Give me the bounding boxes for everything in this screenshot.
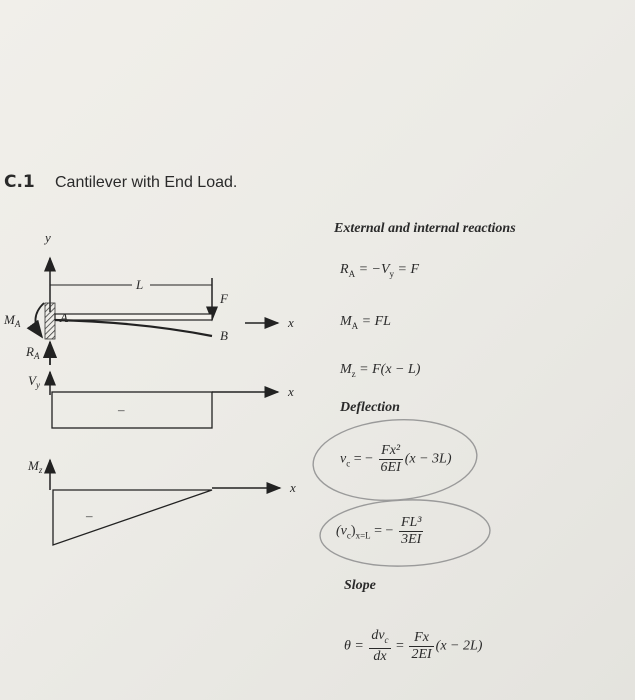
x-axis-label-2: x xyxy=(288,384,294,399)
beam xyxy=(55,314,212,320)
equation-max-deflection: $(v_c)_{x=L}$ = − $\frac{\text{FL³}}{3EI}$ xyxy=(336,515,422,547)
section-number: C.1 xyxy=(4,172,35,192)
fixed-support xyxy=(45,303,55,339)
shear-diagram xyxy=(52,392,212,428)
reactions-heading: External and internal reactions xyxy=(334,221,516,236)
x-axis-label-3: x xyxy=(290,480,296,495)
point-a-label: A xyxy=(60,310,68,325)
equation-ra: $R_A = -V_y = F$ xyxy=(340,262,420,279)
section-title: Cantilever with End Load. xyxy=(55,174,238,191)
deflection-heading: Deflection xyxy=(340,400,400,415)
y-axis-label: y xyxy=(45,230,51,245)
reaction-label: $R_A$ xyxy=(26,344,40,361)
equation-deflection: $v_c$ = − $\frac{\text{Fx²}}{6EI}$ (x − 3L) xyxy=(340,443,452,475)
moment-sign: – xyxy=(86,508,93,523)
moment-axis-label: $M_z$ xyxy=(28,458,43,475)
shear-label: $V_y$ xyxy=(28,373,40,390)
moment-arrow xyxy=(35,303,44,337)
equation-mz: $M_z = F(x - L)$ xyxy=(340,362,421,379)
length-label: L xyxy=(136,277,144,292)
equation-ma: $M_A$ = FL xyxy=(340,314,391,331)
shear-sign: – xyxy=(118,402,125,417)
deflected-shape xyxy=(55,320,212,336)
x-axis-label-1: x xyxy=(288,315,294,330)
force-label: F xyxy=(220,291,228,306)
equation-slope: θ = $\frac{dv_c}{dx}$ = $\frac{Fx}{2EI}$ (x − 2L) xyxy=(344,628,483,664)
moment-label: $M_A$ xyxy=(4,312,21,329)
point-b-label: B xyxy=(220,328,228,343)
moment-diagram xyxy=(53,490,212,545)
slope-heading: Slope xyxy=(344,578,376,593)
